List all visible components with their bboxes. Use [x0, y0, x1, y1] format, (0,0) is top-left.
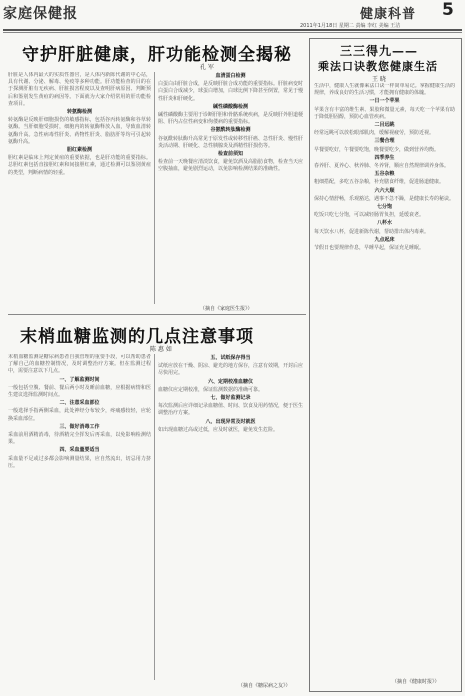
article3-sec1-heading: 一、了解监测时间	[59, 376, 100, 383]
article3-title: 末梢血糖监测的几点注意事项	[20, 327, 254, 347]
masthead-left-title: 家庭保健报	[3, 6, 78, 22]
masthead-rule	[3, 29, 462, 31]
article1-sec1-text: 转氨酶是反映肝细胞损伤的敏感指标，包括谷丙转氨酶和谷草转氨酶。当肝细胞受损时，细胞内的转氨酶释放入血，导致血清转氨酶升高。急性病毒性肝炎、药物性肝炎、脂肪肝等均可引起转氨酶升高。	[8, 117, 151, 145]
article2-sec2-text: 经常远眺可以放松眼部肌肉，缓解视疲劳，预防近视。	[314, 130, 435, 137]
article3-author: 陈 惠 如	[150, 346, 172, 353]
article2-sec4-heading: 四季养生	[374, 154, 395, 161]
article1-source: （摘自《家庭医生报》）	[200, 306, 253, 312]
article2-sec6-heading: 六六大顺	[374, 187, 395, 194]
article3-sec5-text: 试纸应放在干燥、阴凉、避光的地方保存，注意有效期，开封后应尽快用完。	[158, 363, 303, 377]
article3-sec5-heading: 五、试纸保存得当	[210, 355, 251, 361]
article1-sec6-text: 检查前一天晚餐应清淡饮食，避免饮酒及高脂肪食物，检查当天应空腹抽血，避免剧烈运动，以免影响检测结果的准确性。	[158, 159, 303, 173]
article2-title: 三三得九——	[340, 44, 419, 58]
article2-sec1-text: 苹果含有丰富的维生素、果胶和微量元素，每天吃一个苹果有助于降低胆固醇，预防心血管疾病。	[314, 106, 455, 120]
article3-sec2-heading: 二、注意采血部位	[59, 400, 100, 407]
article3-sec6-text: 血糖仪应定期校准，保证监测数据的准确可靠。	[158, 386, 264, 393]
article2-sec2-heading: 二目远眺	[374, 122, 395, 129]
column-divider	[154, 354, 155, 680]
section-divider	[8, 314, 306, 315]
article3-col2	[158, 354, 303, 680]
article3-sec1-text: 一般包括空腹、餐前、餐后两小时及睡前血糖，应根据病情和医生建议选择监测时间点。	[8, 384, 151, 399]
article1-sec3-heading: 血清蛋白检测	[215, 73, 246, 79]
article2-body: 生活中，健康人生就像乘法口诀一样简单易记。掌握健康生活的规律，养成良好的生活习惯，才能拥有健康的体魄。	[314, 83, 455, 97]
article1-sec4-heading: 碱性磷酸酶检测	[212, 103, 248, 110]
article2-sec4-text: 春养肝、夏养心、秋养肺、冬养肾，顺应自然规律调养身体。	[314, 163, 450, 170]
article3-source: （摘自《糖尿病之友》）	[238, 683, 291, 689]
article2-sec8-heading: 八杯水	[376, 220, 392, 227]
article2-sec3-heading: 三餐合理	[374, 138, 395, 145]
article3-sec6-heading: 六、定期校准血糖仪	[207, 378, 253, 385]
masthead-rule-thin	[3, 32, 462, 33]
article3-body: 末梢血糖监测是糖尿病患者自我管理的重要手段，可以帮助患者了解自己的血糖控制情况，及时调整治疗方案。但在监测过程中，需要注意以下几点。	[8, 354, 151, 375]
article1-body: 肝脏是人体内最大的实质性器官，是人体内新陈代谢的中心站，具有代谢、分泌、解毒、免疫等多种功能。肝功能检查的目的在于探测肝脏有无疾病、肝脏损害程度以及查明肝病原因、判断预后和鉴别发生黄疸的病因等。下面就为大家介绍常用的肝功能检查项目。	[8, 72, 151, 107]
article2-sec1-heading: 一日一个苹果	[369, 98, 400, 105]
article3-col1	[8, 354, 151, 680]
article3-sec8-heading: 八、出现异常及时就医	[205, 418, 256, 425]
article2-sec5-heading: 五谷杂粮	[374, 171, 395, 178]
article1-sec6-heading: 检查前须知	[217, 151, 243, 158]
article2-author: 王 晓	[372, 76, 386, 83]
article2-text	[314, 83, 455, 673]
article3-sec7-text: 每次监测后应详细记录血糖值、时间、饮食及用药情况，便于医生调整治疗方案。	[158, 403, 303, 417]
article3-sec7-heading: 七、做好监测记录	[210, 395, 251, 402]
article3-sec2-text: 一般选择手指两侧采血，此处神经分布较少，疼痛感较轻，应轮换采血部位。	[8, 408, 151, 422]
article3-sec3-heading: 三、做好消毒工作	[59, 423, 100, 430]
article1-sec2-heading: 胆红素检测	[66, 147, 92, 154]
article2-sec8-text: 每天饮水八杯，促进新陈代谢，帮助排出体内毒素。	[314, 228, 430, 235]
article1-sec5-text: 谷氨酰转肽酶升高常见于原发性或转移性肝癌、急性肝炎、慢性肝炎活动期、肝硬化、急性胰腺炎及酒精性肝损伤等。	[158, 135, 303, 149]
article1-col2	[158, 72, 303, 304]
article3-sec3-text: 采血前用酒精消毒，待酒精完全挥发后再采血，以免影响检测结果。	[8, 432, 151, 446]
article3-sec4-heading: 四、采血量要适当	[59, 447, 100, 454]
article2-sec7-text: 吃饭只吃七分饱，可以减轻肠胃负担，延缓衰老。	[314, 212, 425, 219]
article3-sec8-text: 如出现血糖过高或过低，应及时就医，避免发生危险。	[158, 426, 279, 433]
article2-sec9-text: 节假日也要规律作息，早睡早起，保证充足睡眠。	[314, 245, 425, 252]
article1-sec5-heading: 谷氨酰转肽酶检测	[210, 127, 251, 134]
article2-sec9-heading: 九点起床	[374, 236, 395, 243]
column-divider	[154, 72, 155, 304]
article1-sec4-text: 碱性磷酸酶主要用于诊断肝胆和骨骼系统疾病，是反映肝外胆道梗阻、肝内占位性病变和佝偻病的重要指标。	[158, 112, 303, 126]
article2-source: （摘自《健康时报》）	[392, 679, 440, 685]
article1-col1	[8, 72, 151, 304]
masthead-info: 2011年1月18日 星期二 责编 李红 美编 王洁	[300, 23, 401, 29]
article2-subtitle: 乘法口诀教您健康生活	[318, 60, 438, 73]
article1-sec3-text: 白蛋白由肝脏合成，是反映肝脏合成功能的重要指标。肝脏病变时白蛋白合成减少，球蛋白增加，白球比例下降甚至倒置，常见于慢性肝炎和肝硬化。	[158, 81, 303, 102]
article1-author: 孔 军	[200, 64, 214, 71]
article2-sec5-text: 粗细搭配，多吃五谷杂粮，补充膳食纤维，促进肠道健康。	[314, 179, 445, 186]
page-number: 5	[442, 0, 454, 20]
article3-sec4-text: 采血量不足或过多都会影响测量结果，应自然流出，切忌用力挤压。	[8, 455, 151, 469]
article1-title: 守护肝脏健康，肝功能检测全揭秘	[22, 45, 292, 65]
article2-sec7-heading: 七分饱	[376, 204, 392, 211]
article2-sec6-text: 保持心情舒畅，乐观豁达，遇事不急不躁，是健康长寿的秘诀。	[314, 195, 455, 202]
masthead-right-title: 健康科普	[360, 7, 417, 22]
article1-sec2-text: 胆红素是临床上判定黄疸的重要依据，也是肝功能的重要指标。总胆红素包括直接胆红素和间接胆红素，通过检测可以鉴别黄疸的类型，判断病情的轻重。	[8, 155, 151, 176]
article1-sec1-heading: 转氨酶检测	[66, 109, 92, 116]
article2-sec3-text: 早餐要吃好，午餐要吃饱，晚餐要吃少，做到营养均衡。	[314, 146, 440, 153]
